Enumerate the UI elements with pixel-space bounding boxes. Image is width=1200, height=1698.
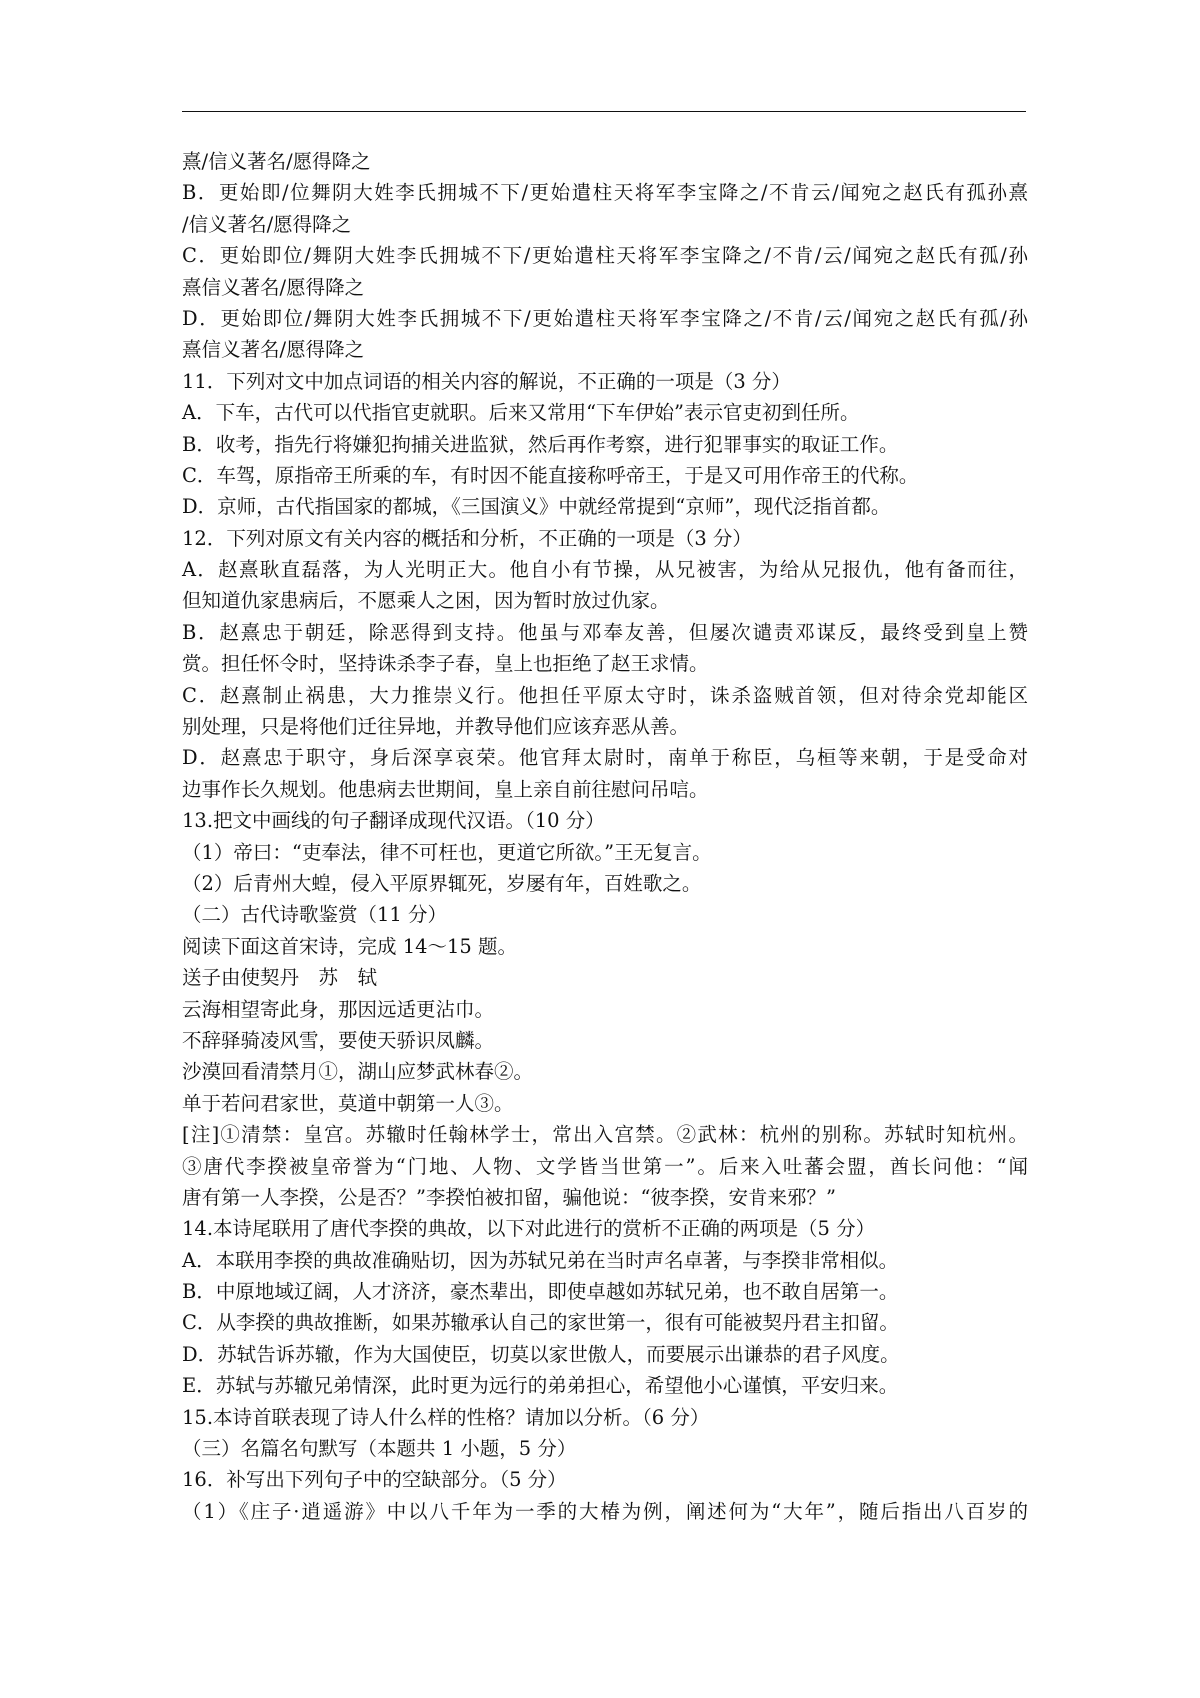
text-line: A．赵熹耿直磊落，为人光明正大。他自小有节操，从兄被害，为给从兄报仇，他有备而往， (182, 558, 1028, 582)
text-line: C．从李揆的典故推断，如果苏辙承认自己的家世第一，很有可能被契丹君主扣留。 (182, 1311, 899, 1335)
text-line: （二）古代诗歌鉴赏（11 分） (182, 903, 448, 927)
document-body (182, 146, 1028, 1527)
text-line: 边事作长久规划。他患病去世期间，皇上亲自前往慰问吊唁。 (182, 777, 709, 801)
text-line: 11．下列对文中加点词语的相关内容的解说，不正确的一项是（3 分） (182, 369, 791, 393)
text-line: 阅读下面这首宋诗，完成 14～15 题。 (182, 934, 518, 958)
text-line: （1）《庄子·逍遥游》中以八千年为一季的大椿为例，阐述何为“大年”，随后指出八百岁的 (182, 1499, 1028, 1523)
text-line: D．京师，古代指国家的都城，《三国演义》中就经常提到“京师”，现代泛指首都。 (182, 495, 891, 519)
text-line: B．更始即/位舞阴大姓李氏拥城不下/更始遣柱天将军李宝降之/不肯云/闻宛之赵氏有孤孙熹 (182, 181, 1028, 205)
text-line: 但知道仇家患病后，不愿乘人之困，因为暂时放过仇家。 (182, 589, 670, 613)
text-line: 15.本诗首联表现了诗人什么样的性格？请加以分析。（6 分） (182, 1405, 710, 1429)
text-line: C．赵熹制止祸患，大力推崇义行。他担任平原太守时，诛杀盗贼首领，但对待余党却能区 (182, 683, 1028, 707)
text-line: （三）名篇名句默写（本题共 1 小题，5 分） (182, 1437, 577, 1461)
text-line: 送子由使契丹 苏 轼 (182, 966, 378, 990)
text-line: 单于若问君家世，莫道中朝第一人③。 (182, 1091, 514, 1115)
text-line: D．更始即位/舞阴大姓李氏拥城不下/更始遣柱天将军李宝降之/不肯/云/闻宛之赵氏有孤/孙 (182, 306, 1028, 330)
text-line: B．赵熹忠于朝廷，除恶得到支持。他虽与邓奉友善，但屡次谴责邓谋反，最终受到皇上赞 (182, 620, 1028, 644)
text-line: 熹/信义著名/愿得降之 (182, 150, 371, 173)
text-line: 14.本诗尾联用了唐代李揆的典故，以下对此进行的赏析不正确的两项是（5 分） (182, 1217, 876, 1241)
header-rule (182, 111, 1026, 112)
text-line: 12．下列对原文有关内容的概括和分析，不正确的一项是（3 分） (182, 526, 752, 550)
text-line: D．赵熹忠于职守，身后深享哀荣。他官拜太尉时，南单于称臣，乌桓等来朝，于是受命对 (182, 746, 1028, 770)
text-line: ③唐代李揆被皇帝誉为“门地、人物、文学皆当世第一”。后来入吐蕃会盟，酋长问他：“闻 (182, 1154, 1028, 1178)
text-line: /信义著名/愿得降之 (182, 212, 352, 236)
text-line: （2）后青州大蝗，侵入平原界辄死，岁屡有年，百姓歌之。 (182, 871, 702, 895)
text-line: 赏。担任怀令时，坚持诛杀李子春，皇上也拒绝了赵王求情。 (182, 652, 709, 676)
text-line: 不辞驿骑凌风雪，要使天骄识凤麟。 (182, 1028, 495, 1052)
text-line: A．下车，古代可以代指官吏就职。后来又常用“下车伊始”表示官吏初到任所。 (182, 401, 860, 425)
text-line: 16．补写出下列句子中的空缺部分。（5 分） (182, 1468, 567, 1492)
text-line: C．更始即位/舞阴大姓李氏拥城不下/更始遣柱天将军李宝降之/不肯/云/闻宛之赵氏有孤/孙 (182, 244, 1028, 268)
text-line: 云海相望寄此身，那因远适更沾巾。 (182, 997, 495, 1021)
text-line: B．收考，指先行将嫌犯拘捕关进监狱，然后再作考察，进行犯罪事实的取证工作。 (182, 432, 899, 456)
text-line: 熹信义著名/愿得降之 (182, 275, 365, 299)
text-line: C．车驾，原指帝王所乘的车，有时因不能直接称呼帝王，于是又可用作帝王的代称。 (182, 463, 919, 487)
text-line: （1）帝曰：“吏奉法，律不可枉也，更道它所欲。”王无复言。 (182, 840, 712, 864)
text-line: 13.把文中画线的句子翻译成现代汉语。（10 分） (182, 809, 605, 833)
text-line: E．苏轼与苏辙兄弟情深，此时更为远行的弟弟担心，希望他小心谨慎，平安归来。 (182, 1374, 899, 1398)
text-line: A．本联用李揆的典故准确贴切，因为苏轼兄弟在当时声名卓著，与李揆非常相似。 (182, 1248, 899, 1272)
text-line: B．中原地域辽阔，人才济济，豪杰辈出，即使卓越如苏轼兄弟，也不敢自居第一。 (182, 1280, 899, 1304)
text-line: 唐有第一人李揆，公是否？”李揆怕被扣留，骗他说：“彼李揆，安肯来邪？” (182, 1185, 836, 1209)
text-line: 熹信义著名/愿得降之 (182, 338, 365, 362)
text-line: [注]①清禁：皇宫。苏辙时任翰林学士，常出入宫禁。②武林：杭州的别称。苏轼时知杭州。 (182, 1123, 1028, 1147)
text-line: 沙漠回看清禁月①，湖山应梦武林春②。 (182, 1060, 534, 1084)
text-line: D．苏轼告诉苏辙，作为大国使臣，切莫以家世傲人，而要展示出谦恭的君子风度。 (182, 1342, 900, 1366)
text-line: 别处理，只是将他们迁往异地，并教导他们应该弃恶从善。 (182, 715, 690, 739)
